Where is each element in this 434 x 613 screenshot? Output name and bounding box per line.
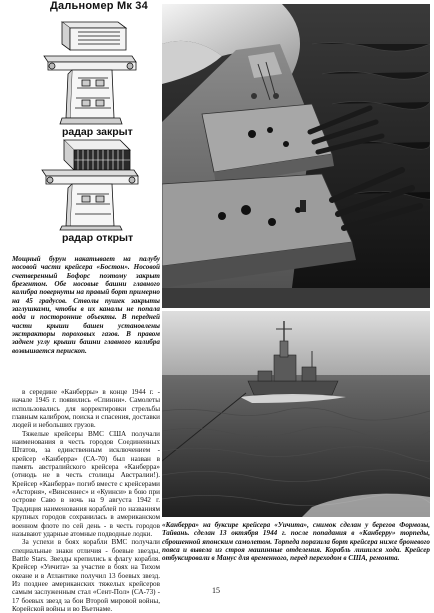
- caption-right: «Канберра» на буксире крейсера «Уичита», снимок сделан у берегов Формозы, Тайвань. сделан 13 октября 1944 г. после попадания в «Канберру» торпеды, сброшенной японским самолетом. Торпеда поразила борт крейсера ниже броневого пояса и вывела из строя машинные отделения. Корабль лишился хода. Крейсер отбуксировали в Мануc для временного, перед переходом в США, ремонта.: [162, 521, 430, 563]
- diagram-title: Дальномер Мк 34: [50, 0, 148, 12]
- cruiser-tow-photo: [162, 311, 430, 517]
- radar-closed-drawing: [44, 22, 136, 124]
- rangefinder-diagram: [22, 0, 154, 248]
- page-number: 15: [212, 586, 220, 595]
- rangefinder-drawing: [22, 0, 154, 248]
- deck-turrets-photo: [162, 4, 430, 308]
- radar-open-drawing: [42, 140, 138, 230]
- body-paragraph: Тяжелые крейсеры ВМС США получали наименования в честь городов Соединенных Штатов, за единственным исключением - крейсер «Канберра» (СА-70) был назван в память австралийского крейсера «Канберра» (отнюдь не в честь столицы Австралии!). Крейсер «Канберра» погиб вместе с крейсерами «Асторня», «Винсеннес» и «Куинси» в бою при острове Саво в ночь на 9 августа 1942 г. Традиция наименования кораблей по названиям крупных городов сохранилась в американском военном флоте по сей день - в честь городов называют ударные атомные подводные лодки.: [12, 429, 160, 538]
- caption-left: Мощный бурун накатывает на палубу носовой части крейсера «Бостон». Носовой счетверенный Бофорс поэтому закрыт брезентом. Обе носовые башни главного калибра повернуты на правый борт примерно на 45 градусов. Стволы пушек закрыты заглушками, чтобы в их каналы не попала вода и посторонние объекты. В передней части крыши башен установлены экстракторы пороховых газов. В правом заднем углу крыши башни главного калибра возвышается перископ.: [12, 255, 160, 355]
- body-paragraph: в середине «Канберры» в конце 1944 г. - начале 1945 г. появились «Спинни». Самолеты использовались для корректировки стрельбы главным калибром, поиска и спасения, доставки людей и небольших грузов.: [12, 388, 160, 430]
- body-text: [12, 388, 160, 613]
- body-paragraph: За успехи в боях корабли ВМС получали специальные знаки отличия - боевые звезды, Battle Stars. Звезды крепились к флагу корабля. Крейсер «Уичита» за участие в боях на Тихом океане и в Атлантике получил 13 боевых звезд. Из позднее американских тяжелых крейсеров самым заслуженным стал «Сент-Пол» (СА-73) - 17 боевых звезд за бои Второй мировой войны, Корейской войны и во Вьетнаме.: [12, 538, 160, 613]
- label-radar-closed: радар закрыт: [62, 126, 133, 138]
- label-radar-open: радар открыт: [62, 232, 134, 244]
